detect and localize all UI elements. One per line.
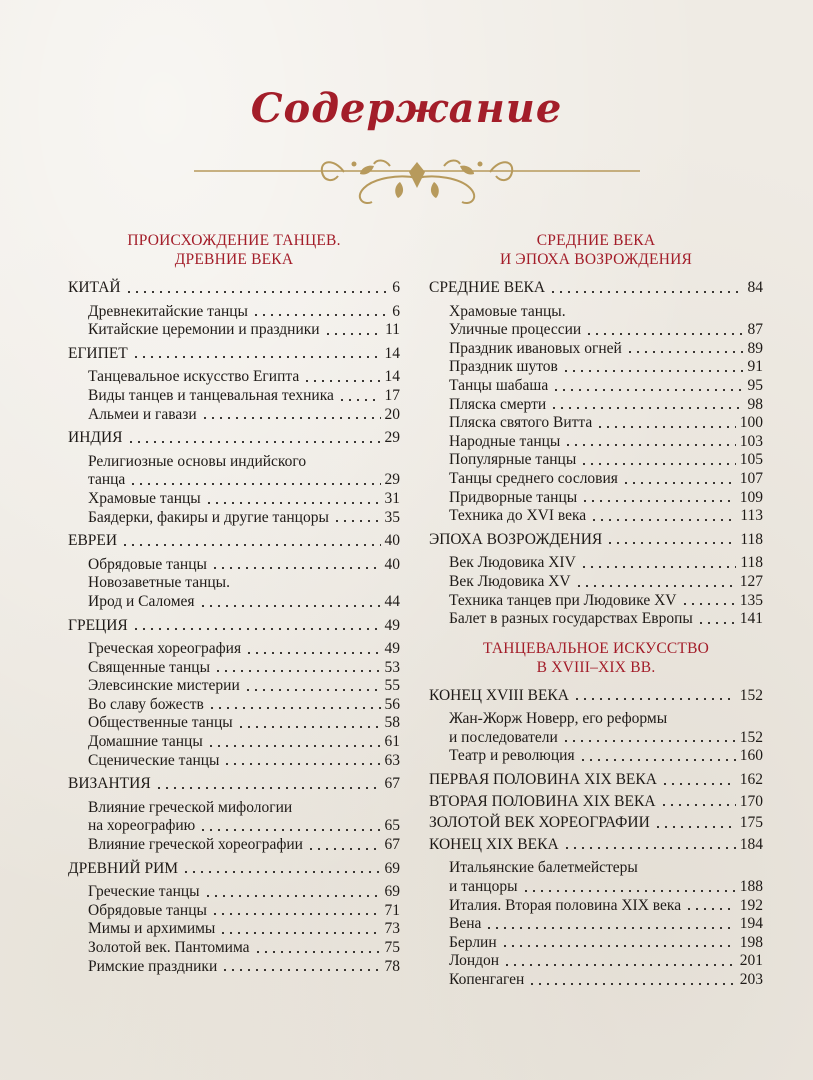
- toc-entry-title: Ирод и Саломея: [88, 592, 195, 610]
- toc-subentry[interactable]: [429, 971, 763, 990]
- toc-entry-title: Лондон: [449, 952, 500, 970]
- toc-page-number: 56: [384, 695, 400, 713]
- toc-subentries: [68, 556, 400, 612]
- dot-leader: [580, 563, 737, 569]
- toc-page-number: 107: [739, 469, 763, 487]
- toc-page-number: 103: [739, 432, 763, 450]
- dot-leader: [685, 905, 736, 911]
- dot-leader: [211, 910, 381, 916]
- toc-entry[interactable]: [429, 531, 763, 550]
- dot-leader: [199, 826, 380, 832]
- toc-entry-title: Уличные процессии: [449, 321, 582, 339]
- dot-leader: [585, 330, 743, 336]
- toc-page-number: 49: [384, 640, 400, 658]
- toc-subentry[interactable]: [68, 387, 400, 406]
- toc-entry-title: Копенгаген: [449, 971, 525, 988]
- toc-page-number: 118: [740, 530, 763, 548]
- toc-section: [429, 836, 763, 990]
- toc-subentry[interactable]: [68, 509, 400, 528]
- toc-entry-title: Во славу божеств: [88, 695, 204, 713]
- toc-entry-title: Виды танцев и танцевальная техника: [88, 386, 334, 404]
- dot-leader: [485, 924, 735, 930]
- dot-leader: [579, 756, 736, 762]
- dot-leader: [204, 892, 381, 898]
- toc-entry-title: Техника танцев при Людовике XV: [449, 591, 677, 609]
- toc-page-number: 152: [739, 686, 763, 704]
- toc-subentry[interactable]: [68, 939, 400, 958]
- toc-section: [429, 814, 763, 833]
- toc-subentry[interactable]: [68, 883, 400, 902]
- toc-entry-title: ЕГИПЕТ: [68, 344, 128, 362]
- dot-leader: [199, 602, 381, 608]
- toc-page-number: 17: [384, 386, 400, 404]
- toc-entry-title: Народные танцы: [449, 432, 561, 450]
- toc-subentries: [68, 883, 400, 976]
- toc-subentry[interactable]: [68, 902, 400, 921]
- toc-section: [68, 860, 400, 977]
- dot-leader: [660, 801, 736, 807]
- toc-subentry[interactable]: [429, 470, 763, 489]
- toc-list-left: [68, 279, 400, 976]
- toc-subentry-line[interactable]: Религиозные основы индийского: [88, 452, 307, 470]
- toc-subentry[interactable]: [68, 556, 400, 575]
- toc-subentries: [429, 554, 763, 628]
- toc-entry[interactable]: [429, 814, 763, 833]
- dot-leader: [503, 961, 736, 967]
- toc-page-number: 118: [740, 554, 763, 572]
- toc-section: [68, 345, 400, 424]
- toc-entry-title: на хореографию: [88, 817, 196, 835]
- dot-leader: [214, 667, 380, 673]
- toc-subentry[interactable]: [68, 303, 400, 322]
- toc-page-number: 78: [384, 957, 400, 975]
- toc-section: [429, 771, 763, 790]
- section-heading-line: И ЭПОХА ВОЗРОЖДЕНИЯ: [499, 251, 693, 268]
- toc-entry-title: Придворные танцы: [449, 488, 578, 506]
- toc-page-number: 105: [739, 451, 763, 469]
- dot-leader: [549, 288, 743, 294]
- toc-subentry-line[interactable]: Итальянские балетмейстеры: [449, 859, 638, 877]
- dot-leader: [155, 784, 381, 790]
- toc-subentry[interactable]: [68, 677, 400, 696]
- dot-leader: [201, 414, 381, 420]
- dot-leader: [132, 625, 381, 631]
- toc-subentries: [68, 640, 400, 770]
- toc-page-number: 61: [384, 733, 400, 751]
- toc-entry-title: Греческие танцы: [88, 883, 200, 901]
- toc-subentries: [429, 303, 763, 526]
- toc-entry[interactable]: [429, 771, 763, 790]
- toc-page-number: 67: [384, 836, 400, 854]
- toc-section: [429, 687, 763, 766]
- toc-entry-title: ГРЕЦИЯ: [68, 616, 128, 634]
- dot-leader: [208, 704, 381, 710]
- toc-section: [68, 532, 400, 611]
- toc-section: [68, 429, 400, 527]
- toc-entry-title: ЕВРЕИ: [68, 532, 118, 550]
- dot-leader: [125, 288, 389, 294]
- toc-subentry[interactable]: [429, 592, 763, 611]
- toc-entry-title: и танцоры: [449, 878, 518, 896]
- toc-entry-title: Театр и революция: [449, 747, 575, 765]
- toc-entry[interactable]: [429, 687, 763, 706]
- dot-leader: [324, 330, 381, 336]
- toc-subentry[interactable]: [68, 368, 400, 387]
- dot-leader: [501, 942, 736, 948]
- toc-subentry[interactable]: [429, 340, 763, 359]
- toc-page-number: 63: [384, 751, 400, 769]
- toc-page-number: 58: [384, 714, 400, 732]
- page-title: Содержание: [250, 85, 563, 132]
- toc-page-number: 89: [747, 339, 763, 357]
- toc-entry-title: КОНЕЦ XIX ВЕКА: [429, 835, 559, 853]
- dot-leader: [221, 966, 380, 972]
- toc-entry-title: Пляска смерти: [449, 395, 547, 413]
- toc-entry[interactable]: [429, 836, 763, 855]
- toc-entry-title: Берлин: [449, 933, 497, 951]
- toc-entry[interactable]: [68, 532, 400, 551]
- section-heading-line: ТАНЦЕВАЛЬНОЕ ИСКУССТВО: [482, 639, 710, 657]
- section-heading-line: В XVIII–XIX ВВ.: [536, 658, 656, 676]
- toc-entry-title: ДРЕВНИЙ РИМ: [68, 859, 179, 877]
- toc-entry-title: Римские праздники: [88, 957, 218, 975]
- toc-page-number: 69: [384, 883, 400, 901]
- toc-page-number: 49: [384, 616, 400, 634]
- toc-entry-title: Праздник шутов: [449, 358, 558, 376]
- toc-entry-title: СРЕДНИЕ ВЕКА: [429, 279, 546, 296]
- toc-subentry[interactable]: [429, 573, 763, 592]
- toc-page-number: 194: [739, 915, 763, 933]
- toc-entry-title: ПЕРВАЯ ПОЛОВИНА XIX ВЕКА: [429, 771, 657, 789]
- toc-entry-title: Италия. Вторая половина XIX века: [449, 896, 682, 914]
- toc-entry-title: Храмовые танцы: [88, 489, 201, 507]
- toc-page-number: 170: [739, 792, 763, 810]
- dot-leader: [580, 460, 736, 466]
- toc-page-number: 29: [384, 429, 400, 447]
- toc-entry-title: Вена: [449, 915, 482, 933]
- left-column: [68, 231, 400, 981]
- toc-entry-title: Век Людовика XV: [449, 572, 571, 590]
- toc-entry-title: Популярные танцы: [449, 451, 577, 469]
- toc-page-number: 29: [384, 471, 400, 489]
- toc-entry-title: Обрядовые танцы: [88, 555, 207, 573]
- toc-entry-title: Священные танцы: [88, 658, 211, 676]
- toc-subentry[interactable]: [68, 733, 400, 752]
- toc-page-number: 71: [384, 901, 400, 919]
- toc-list-right: [429, 279, 763, 629]
- dot-leader: [622, 479, 736, 485]
- dot-leader: [244, 686, 381, 692]
- section-heading-line: СРЕДНИЕ ВЕКА: [536, 232, 656, 249]
- toc-entry[interactable]: [68, 860, 400, 879]
- toc-subentry[interactable]: [68, 490, 400, 509]
- toc-entry[interactable]: [68, 429, 400, 448]
- toc-page-number: 141: [739, 610, 763, 628]
- dot-leader: [127, 438, 381, 444]
- toc-page-number: 35: [384, 508, 400, 526]
- toc-page-number: 31: [384, 489, 400, 507]
- toc-entry-title: Танцевальное искусство Египта: [88, 368, 300, 386]
- dot-leader: [590, 516, 736, 522]
- dot-leader: [303, 377, 380, 383]
- toc-entry[interactable]: [68, 279, 400, 298]
- toc-page-number: 75: [384, 939, 400, 956]
- toc-entry-title: КОНЕЦ XVIII ВЕКА: [429, 686, 569, 704]
- toc-page-number: 95: [747, 376, 763, 394]
- toc-entry-title: ЗОЛОТОЙ ВЕК ХОРЕОГРАФИИ: [429, 814, 650, 832]
- toc-subentries: [68, 368, 400, 424]
- toc-entry-title: ЭПОХА ВОЗРОЖДЕНИЯ: [429, 530, 603, 548]
- toc-subentry[interactable]: [68, 593, 400, 612]
- dot-leader: [207, 742, 381, 748]
- toc-page-number: 67: [384, 775, 400, 793]
- dot-leader: [333, 517, 381, 523]
- toc-page-number: 73: [384, 920, 400, 938]
- dot-leader: [528, 980, 735, 986]
- toc-page-number: 184: [739, 835, 763, 853]
- dot-leader: [237, 723, 381, 729]
- toc-page-number: 113: [740, 507, 763, 525]
- dot-leader: [562, 367, 744, 373]
- dot-leader: [338, 396, 381, 402]
- toc-entry-title: Влияние греческой хореографии: [88, 836, 303, 854]
- toc-entry[interactable]: [68, 617, 400, 636]
- toc-page-number: 162: [739, 771, 763, 789]
- toc-entry-title: Общественные танцы: [88, 714, 233, 732]
- toc-subentry[interactable]: [429, 396, 763, 415]
- toc-subentry[interactable]: [429, 729, 763, 748]
- toc-page-number: 192: [739, 896, 763, 914]
- toc-page-number: 53: [384, 658, 400, 676]
- toc-subentry-line[interactable]: Новозаветные танцы.: [88, 574, 230, 592]
- toc-page-number: 160: [739, 747, 763, 765]
- dot-leader: [223, 760, 380, 766]
- toc-entry-title: Элевсинские мистерии: [88, 677, 240, 695]
- toc-page-number: 135: [739, 591, 763, 609]
- toc-page-number: 40: [384, 555, 400, 573]
- toc-subentry-line[interactable]: Влияние греческой мифологии: [88, 798, 293, 816]
- toc-entry-title: Техника до XVI века: [449, 507, 587, 525]
- toc-entry-title: Древнекитайские танцы: [88, 302, 248, 320]
- toc-entry-title: Пляска святого Витта: [449, 414, 593, 432]
- dot-leader: [626, 348, 744, 354]
- dot-leader: [252, 311, 388, 317]
- toc-entry-title: Танцы шабаша: [449, 376, 549, 394]
- toc-subentry[interactable]: [68, 958, 400, 977]
- toc-entry-title: ВИЗАНТИЯ: [68, 775, 151, 793]
- toc-subentries: [429, 710, 763, 766]
- dot-leader: [307, 845, 381, 851]
- toc-section: [68, 775, 400, 854]
- toc-subentry[interactable]: [68, 836, 400, 855]
- toc-subentry[interactable]: [429, 952, 763, 971]
- toc-page-number: 40: [384, 532, 400, 550]
- dot-leader: [182, 868, 380, 874]
- toc-subentry[interactable]: [429, 554, 763, 573]
- toc-entry-title: Золотой век. Пантомима: [88, 939, 250, 956]
- toc-page-number: 152: [739, 728, 763, 746]
- section-heading-middle-ages: [429, 231, 763, 269]
- toc-subentry[interactable]: [68, 696, 400, 715]
- dot-leader: [563, 844, 736, 850]
- dot-leader: [606, 539, 736, 545]
- dot-leader: [596, 423, 735, 429]
- toc-page-number: 55: [384, 677, 400, 695]
- dot-leader: [697, 619, 736, 625]
- toc-entry-title: Альмеи и гавази: [88, 405, 197, 423]
- dot-leader: [522, 887, 736, 893]
- dot-leader: [219, 929, 380, 935]
- section-heading-line: ДРЕВНИЕ ВЕКА: [174, 251, 294, 268]
- vine-ornament-icon: [194, 148, 640, 210]
- toc-subentries: [429, 859, 763, 989]
- toc-page-number: 44: [384, 592, 400, 610]
- section-heading-ancient: [68, 231, 400, 269]
- dot-leader: [575, 582, 736, 588]
- toc-subentry-line[interactable]: Жан-Жорж Новерр, его реформы: [449, 710, 668, 728]
- toc-section: [429, 793, 763, 812]
- toc-page-number: 91: [747, 358, 763, 376]
- toc-page-number: 6: [392, 302, 400, 320]
- toc-entry-title: Китайские церемонии и праздники: [88, 321, 320, 339]
- dot-leader: [211, 564, 381, 570]
- toc-subentry[interactable]: [429, 489, 763, 508]
- toc-entry[interactable]: [68, 345, 400, 364]
- right-column: [429, 231, 763, 995]
- toc-page-number: 109: [739, 488, 763, 506]
- toc-page-number: 198: [739, 933, 763, 951]
- toc-entry-title: Праздник ивановых огней: [449, 339, 622, 357]
- dot-leader: [205, 499, 381, 505]
- toc-entry-title: танца: [88, 471, 126, 489]
- dot-leader: [132, 353, 381, 359]
- toc-list-right-2: [429, 687, 763, 990]
- toc-subentry[interactable]: [429, 610, 763, 629]
- dot-leader: [681, 600, 736, 606]
- toc-entry[interactable]: [68, 775, 400, 794]
- toc-page-number: 203: [739, 971, 763, 988]
- toc-page-number: 14: [384, 368, 400, 386]
- toc-page-number: 201: [739, 952, 763, 970]
- toc-page-number: 6: [392, 279, 400, 296]
- toc-subentry[interactable]: [429, 414, 763, 433]
- toc-entry-title: и последователи: [449, 728, 558, 746]
- toc-subentries: [68, 453, 400, 527]
- toc-subentry[interactable]: [68, 714, 400, 733]
- toc-subentry[interactable]: [68, 817, 400, 836]
- toc-subentry[interactable]: [429, 377, 763, 396]
- toc-subentry[interactable]: [68, 640, 400, 659]
- dot-leader: [552, 386, 743, 392]
- toc-subentries: [68, 303, 400, 340]
- toc-subentry[interactable]: [429, 897, 763, 916]
- toc-subentry[interactable]: [68, 471, 400, 490]
- toc-section: [429, 531, 763, 629]
- toc-entry-title: Домашние танцы: [88, 733, 203, 751]
- toc-entry-title: Танцы среднего сословия: [449, 469, 618, 487]
- toc-section: [68, 617, 400, 771]
- toc-subentry[interactable]: [429, 321, 763, 340]
- toc-subentry[interactable]: [68, 659, 400, 678]
- section-heading-xviii-xix: [429, 639, 763, 677]
- toc-entry[interactable]: [429, 279, 763, 298]
- toc-page-number: 87: [747, 321, 763, 339]
- toc-subentries: [68, 799, 400, 855]
- toc-page-number: 20: [384, 405, 400, 423]
- toc-subentry[interactable]: [429, 507, 763, 526]
- toc-page-number: 175: [739, 814, 763, 832]
- dot-leader: [245, 649, 380, 655]
- dot-leader: [573, 695, 736, 701]
- toc-entry-title: Балет в разных государствах Европы: [449, 610, 693, 628]
- dot-leader: [564, 441, 735, 447]
- toc-entry-title: Мимы и архимимы: [88, 920, 216, 938]
- toc-subentry[interactable]: [429, 433, 763, 452]
- dot-leader: [129, 480, 380, 486]
- toc-entry-title: Храмовые танцы.: [449, 302, 566, 320]
- toc-entry-title: КИТАЙ: [68, 279, 121, 296]
- toc-entry-title: Обрядовые танцы: [88, 901, 207, 919]
- toc-entry-title: ИНДИЯ: [68, 429, 123, 447]
- toc-page-number: 14: [384, 344, 400, 362]
- toc-entry[interactable]: [429, 793, 763, 812]
- dot-leader: [661, 780, 736, 786]
- toc-page-number: 65: [384, 817, 400, 835]
- section-heading-line: ПРОИСХОЖДЕНИЕ ТАНЦЕВ.: [127, 232, 341, 249]
- toc-subentry[interactable]: [429, 451, 763, 470]
- toc-subentry[interactable]: [68, 920, 400, 939]
- toc-page-number: 100: [739, 414, 763, 432]
- toc-page-number: 98: [747, 395, 763, 413]
- dot-leader: [254, 948, 381, 954]
- toc-page-number: 188: [739, 878, 763, 896]
- dot-leader: [562, 737, 736, 743]
- toc-page-number: 127: [739, 572, 763, 590]
- toc-entry-title: Век Людовика XIV: [449, 554, 576, 572]
- toc-subentry[interactable]: [429, 747, 763, 766]
- toc-section: [68, 279, 400, 340]
- toc-subentry[interactable]: [68, 321, 400, 340]
- toc-subentry[interactable]: [68, 406, 400, 425]
- toc-subentry[interactable]: [429, 358, 763, 377]
- dot-leader: [654, 823, 736, 829]
- toc-subentry[interactable]: [68, 752, 400, 771]
- toc-entry-title: Баядерки, факиры и другие танцоры: [88, 508, 329, 526]
- dot-leader: [550, 404, 743, 410]
- toc-subentry[interactable]: [429, 303, 763, 322]
- toc-page-number: 69: [384, 859, 400, 877]
- toc-subentry[interactable]: [429, 915, 763, 934]
- toc-entry-title: Греческая хореография: [88, 640, 242, 658]
- toc-page-number: 11: [385, 321, 400, 339]
- dot-leader: [581, 497, 736, 503]
- toc-entry-title: Сценические танцы: [88, 751, 220, 769]
- dot-leader: [121, 541, 380, 547]
- toc-page-number: 84: [747, 279, 763, 296]
- toc-subentry[interactable]: [429, 934, 763, 953]
- toc-subentry[interactable]: [429, 878, 763, 897]
- toc-entry-title: ВТОРАЯ ПОЛОВИНА XIX ВЕКА: [429, 792, 656, 810]
- toc-section: [429, 279, 763, 526]
